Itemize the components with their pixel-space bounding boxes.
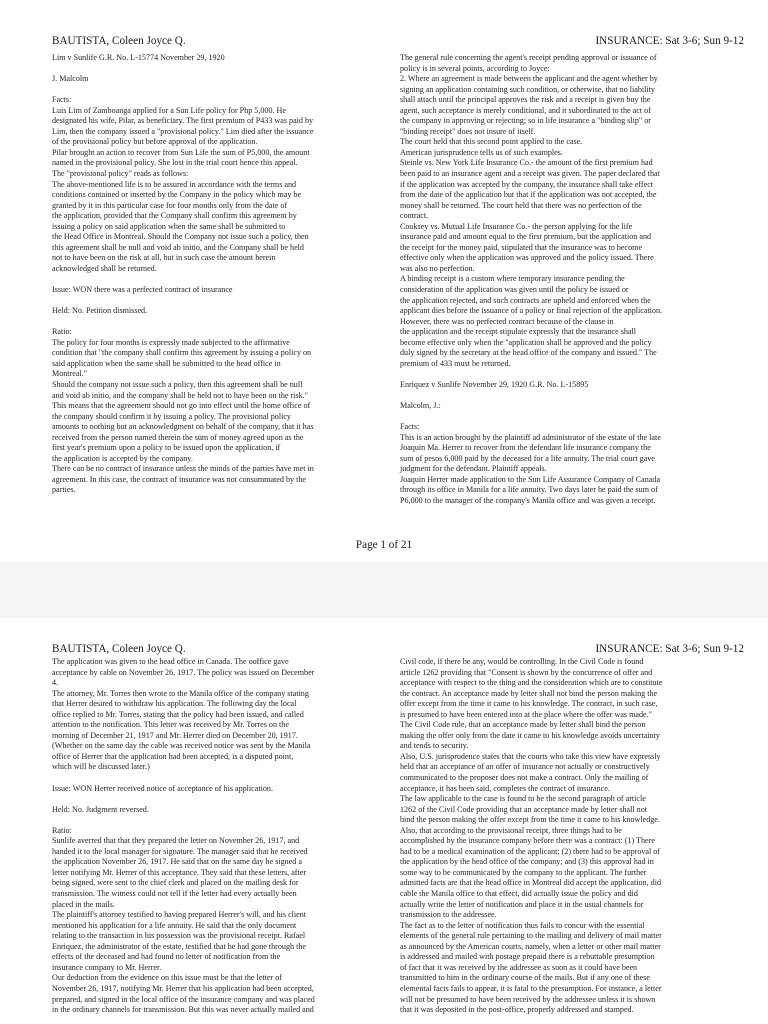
text-line: money shall be returned. The court held that there was no perfection of the [400, 200, 642, 210]
page-number: Page 1 of 21 [355, 539, 413, 551]
text-line: transmission to the addressee. [400, 910, 497, 920]
text-line: The general rule concerning the agent's receipt pending approval or issuance of [400, 53, 657, 62]
text-line: received from the person named therein the sum of money agreed upon as the [52, 432, 304, 442]
text-line: which will be discussed later.) [52, 762, 150, 772]
text-line: Issue: WON Herrer received notice of acceptance of his application. [52, 783, 273, 793]
text-line: is presumed to have been entered into at the place where the offer was made." [400, 709, 652, 719]
text-line: sum of pesos 6,000 paid by the deceased for a life annuity. The trial court gave [400, 453, 655, 463]
text-line: P6,000 to the manager of the company's Manila office and was given a receipt. [400, 495, 656, 505]
text-line [52, 85, 374, 96]
text-line: The policy for four months is expressly made subjected to the affirmative [52, 337, 290, 347]
text-line: and tends to security. [400, 741, 469, 751]
page2-right-column [400, 657, 728, 1016]
text-line: mentioned his application for a life annuity. He said that the only document [52, 920, 297, 930]
text-line [52, 274, 374, 285]
text-line [400, 369, 728, 380]
text-line: through its office in Manila for a life annuity. Two days later he paid the sum of [400, 485, 658, 495]
page1-right-column [400, 53, 728, 507]
text-line: insurance paid and amount equal to the first premium, but the application and [400, 232, 652, 242]
text-line [400, 412, 728, 423]
text-line: This means that the agreement should not go into effect until the home office of [52, 401, 311, 411]
text-line: shall attach until the principal approves the risk and a receipt is given buy the [400, 95, 651, 105]
text-line: article 1262 providing that "Consent is shown by the concurrence of offer and [400, 667, 653, 677]
text-line [52, 815, 374, 826]
text-line: Steinle vs. New York Life Insurance Co.- the amount of the first premium had [400, 158, 653, 168]
header-course: INSURANCE: Sat 3-6; Sun 9-12 [595, 643, 744, 655]
text-line: Facts: [52, 95, 72, 105]
text-line: Lim v Sunlife G.R. No. L-15774 November 29, 1920 [52, 53, 225, 62]
text-line [52, 317, 374, 328]
text-line: office replied to Mr. Torres, stating that the policy had been issued, and called [52, 709, 304, 719]
text-line: agent, such acceptance is merely conditional, and it subordinated to the act of [400, 105, 651, 115]
text-line: acknowledged shall be returned. [52, 263, 157, 273]
text-line: being signed, were sent to the chief clerk and placed on the mailing desk for [52, 878, 299, 888]
text-line: and void ab initio, and the company shall be held not to have been on the risk." [52, 390, 308, 400]
text-line: the company should confirm it by issuing a policy. The provisional policy [52, 411, 291, 421]
text-line: was also no perfection. [400, 263, 475, 273]
text-line: The fact as to the letter of notification thus fails to concur with the essential [400, 920, 645, 930]
text-line [400, 391, 728, 402]
text-line: bind the person making the offer except from the time it came to his knowledge. [400, 815, 660, 825]
text-line: said application when the same shall be submitted to the head office in [52, 358, 281, 368]
text-line: applicant dies before the issuance of a policy or final rejection of the application. [400, 306, 663, 316]
text-line: Ratio: [52, 825, 72, 835]
text-line: the company in approving or rejecting; so in life insurance a "binding slip" or [400, 116, 651, 126]
text-line: The court held that this second point applied to the case. [400, 137, 583, 147]
text-line: effects of the deceased and had found no letter of notification from the [52, 952, 281, 962]
text-line: The "provisional policy" reads as follows: [52, 169, 189, 179]
text-line: The attorney, Mr. Torres then wrote to the Manila office of the company stating [52, 688, 309, 698]
text-line: Held: No. Judgment reversed. [52, 804, 149, 814]
text-line: this agreement shall be null and void ab initio, and the Company shall be held [52, 242, 304, 252]
text-line: issuing a policy on said application when the same shall be submitted to [52, 221, 286, 231]
text-line: amounts to nothing but an acknowledgment on behalf of the company, that it has [52, 422, 314, 432]
text-line: There can be no contract of insurance unless the minds of the parties have met in [52, 464, 314, 474]
text-line: 4. [52, 678, 59, 688]
text-line: first year's premium upon a policy to be issued upon the application, if [52, 443, 281, 453]
text-line: Malcolm, J.: [400, 401, 441, 411]
text-line: Issue: WON there was a perfected contract of insurance [52, 285, 233, 295]
text-line: accomplished by the insurance company before there was a contract: (1) There [400, 836, 655, 846]
text-line: Also, that according to the provisional receipt, three things had to be [400, 825, 622, 835]
text-line: The application was given to the head office in Canada. The ooffice gave [52, 657, 289, 666]
document-page-2 [0, 618, 768, 1024]
text-line: handed it to the local manager for signature. The manager said that he received [52, 846, 308, 856]
text-line: letter notifying Mr. Herrer of this acceptance. They said that these letters, after [52, 867, 307, 877]
text-line: duly signed by the secretary at the head office of the company and issued." The [400, 348, 657, 358]
text-line [52, 794, 374, 805]
text-line: American jurisprudence tells us of such examples. [400, 147, 563, 157]
text-line [52, 64, 374, 75]
text-line: However, there was no perfected contract because of the clause in [400, 316, 614, 326]
text-line: making the offer only from the date it came to his knowledge avoids uncertainty [400, 730, 660, 740]
text-line: condition that "the company shall confirm this agreement by issuing a policy on [52, 348, 312, 358]
text-line: the application and the receipt stipulate expressly that the insurance shall [400, 327, 636, 337]
text-line: 2. Where an agreement is made between the applicant and the agent whether by [400, 74, 658, 84]
text-line: acceptance by cable on November 26, 1917. The policy was issued on December [52, 667, 315, 677]
text-line: will not be presumed to have been received by the addressee unless it is shown [400, 994, 656, 1004]
text-line: Enriquez, the administrator of the estate, testified that he had gone through the [52, 941, 306, 951]
text-line: Joaquin Herrer made application to the Sun Life Assurance Company of Canada [400, 474, 661, 484]
text-line: attention to the notification. This letter was received by Mr. Torres on the [52, 720, 289, 730]
text-line: been paid to an insurance agent and a receipt was given. The paper declared that [400, 169, 660, 179]
text-line: November 26, 1917, notifying Mr. Herrer that his application had been accepted, [52, 983, 314, 993]
text-line: insurance company to Mr. Herrer. [52, 962, 162, 972]
text-line: Ratio: [52, 327, 72, 337]
text-line: Held: No. Petition dismissed. [52, 306, 148, 316]
text-line: morning of December 21, 1917 and Mr. Herrer died on December 20, 1917. [52, 730, 298, 740]
text-line: signing an application containing such condition, or otherwise, that no liability [400, 84, 655, 94]
text-line: elements of the general rule pertaining to the mailing and delivery of mail matter [400, 931, 662, 941]
text-line: designated his wife, Pilar, as beneficiary. The first premium of P433 was paid by [52, 116, 314, 126]
page-separator [0, 562, 768, 618]
text-line: the application by the head office of the company; and (3) this approval had in [400, 857, 654, 867]
text-line: judgment for the defendant. Plaintiff appeals. [400, 464, 547, 474]
text-line: of fact that it was received by the addressee as soon as it could have been [400, 962, 638, 972]
text-line: consideration of the application was given until the policy be issued or [400, 285, 629, 295]
text-line: acceptance, it has been said, completes the contract of insurance. [400, 783, 610, 793]
text-line: Facts: [400, 422, 420, 432]
text-line: the application is accepted by the company. [52, 453, 193, 463]
text-line: Civil code, if there be any, would be controlling. In the Civil Code is found [400, 657, 644, 666]
header-author: BAUTISTA, Coleen Joyce Q. [52, 643, 186, 655]
text-line: in the ordinary channels for transmission. But this was never actually mailed and [52, 1005, 314, 1015]
text-line: "binding receipt" does not insure of itself. [400, 126, 536, 136]
text-line: Sunlife averred that that they prepared the letter on November 26, 1917, and [52, 836, 300, 846]
text-line: Pilar brought an action to recover from Sun Life the sum of P5,000, the amount [52, 147, 310, 157]
text-line: elemental facts fails to appear, it is fatal to the presumption. For instance, a letter [400, 983, 662, 993]
text-line: admitted facts are that the head office in Montreal did accept the application, did [400, 878, 661, 888]
page-header [52, 34, 744, 50]
text-line: relating to the transaction in his possession was the provisional receipt. Rafael [52, 931, 306, 941]
text-line: the application rejected, and such contracts are upheld and enforced when the [400, 295, 651, 305]
text-line: placed in the mails. [52, 899, 115, 909]
text-line: Our deduction from the evidence on this issue must be that the letter of [52, 973, 282, 983]
text-line: Joaquin Ma. Herrer to recover from the defendant life insurance company the [400, 443, 651, 453]
text-line: the receipt for the money paid, stipulated that the insurance was to become [400, 242, 643, 252]
page-header [52, 642, 744, 658]
text-line: communicated to the proposer does not make a contract. Only the mailing of [400, 773, 649, 783]
text-line: The law applicable to the case is found to be the second paragraph of article [400, 794, 646, 804]
text-line: agreement. In this case, the contract of insurance was not consummated by the [52, 474, 306, 484]
text-line: the application November 26, 1917. He said that on the same day he signed a [52, 857, 302, 867]
text-line: not to have been on the risk at all, but in such case the amount herein [52, 253, 276, 263]
text-line: The above-mentioned life is to be assured in accordance with the terms and [52, 179, 297, 189]
page1-left-column [52, 53, 374, 496]
header-author: BAUTISTA, Coleen Joyce Q. [52, 35, 186, 47]
text-line: is addressed and mailed with postage prepaid there is a rebuttable presumption [400, 952, 655, 962]
text-line: effective only when the application was approved and the policy issued. There [400, 253, 654, 263]
text-line: Enriquez v Sunlife November 29, 1920 G.R. No. L-15895 [400, 379, 589, 389]
text-line: parties. [52, 485, 76, 495]
text-line: as announced by the American courts, namely, when a letter or other mail matter [400, 941, 661, 951]
text-line: held that an acceptance of an offer of insurance not actually or constructively [400, 762, 650, 772]
text-line: premium of 433 must be returned. [400, 358, 511, 368]
text-line: J. Malcolm [52, 74, 89, 84]
text-line: Also, U.S. jurisprudence states that the courts who take this view have expressly [400, 751, 661, 761]
text-line: cable the Manila office to that effect, did actually issue the policy and did [400, 889, 638, 899]
text-line: Luis Lim of Zamboanga applied for a Sun Life policy for Php 5,000. He [52, 105, 286, 115]
text-line: the contract. An acceptance made by letter shall not bind the person making the [400, 688, 658, 698]
page2-left-column [52, 657, 374, 1016]
text-line: become effective only when the "application shall be approved and the policy [400, 337, 652, 347]
text-line: that Herrer desired to withdraw his application. The following day the local [52, 699, 297, 709]
text-line: actually write the letter of notification and place it in the usual channels for [400, 899, 644, 909]
text-line: (Whether on the same day the cable was received notice was sent by the Manila [52, 741, 311, 751]
text-line: granted by it in this particular case for four months only from the date of [52, 200, 288, 210]
text-line: policy is in several points, according to Joyce: [400, 63, 550, 73]
text-line: office of Herrer that the application had been accepted, is a disputed point, [52, 751, 294, 761]
text-line: conditions contained or inserted by the Company in the policy which may be [52, 190, 302, 200]
text-line: 1262 of the Civil Code providing that an acceptance made by letter shall not [400, 804, 648, 814]
text-line: prepared, and signed in the local office of the insurance company and was placed [52, 994, 315, 1004]
text-line [52, 296, 374, 307]
text-line: transmission. The witness could not tell if the letter had every actually been [52, 889, 297, 899]
text-line: The plaintiff's attorney testified to having prepared Herrer's will, and his client [52, 910, 307, 920]
header-course: INSURANCE: Sat 3-6; Sun 9-12 [595, 35, 744, 47]
text-line: of the provisional policy but before approval of the application. [52, 137, 258, 147]
text-line: that it was deposited in the post-office, properly addressed and stamped. [400, 1005, 634, 1015]
text-line: some way to be communicated by the company to the applicant. The further [400, 867, 647, 877]
text-line: Montreal." [52, 369, 87, 379]
text-line: A binding receipt is a custom where temporary insurance pending the [400, 274, 625, 284]
text-line: Lim, then the company issued a "provisional policy." Lim died after the issuance [52, 126, 314, 136]
text-line: if the application was accepted by the company, the insurance shall take effect [400, 179, 654, 189]
text-line: Should the company not issue such a policy, then this agreement shall be null [52, 379, 303, 389]
text-line: The Civil Code rule, that an acceptance made by letter shall bind the person [400, 720, 646, 730]
text-line: the application, provided that the Company shall confirm this agreement by [52, 211, 297, 221]
text-line: from the date of the application but that if the application was not accepted, the [400, 190, 657, 200]
text-line: transmitted to him in the ordinary course of the mails. But if any one of these [400, 973, 650, 983]
text-line: the Head Office in Montreal. Should the Company not issue such a policy, then [52, 232, 309, 242]
text-line: contract. [400, 211, 429, 221]
text-line: had to be a medical examination of the applicant; (2) there had to be approval of [400, 846, 661, 856]
text-line: named in the provisional policy. She lost in the trial court hence this appeal. [52, 158, 298, 168]
text-line: offer except from the time it came to his knowledge. The contract, in such case, [400, 699, 658, 709]
text-line [52, 773, 374, 784]
text-line: This is an action brought by the plaintiff ad administrator of the estate of the late [400, 432, 661, 442]
text-line: Cooksey vs. Mutual Life Insurance Co.- the person applying for the life [400, 221, 633, 231]
text-line: acceptance with respect to the thing and the consideration which are to constitute [400, 678, 663, 688]
